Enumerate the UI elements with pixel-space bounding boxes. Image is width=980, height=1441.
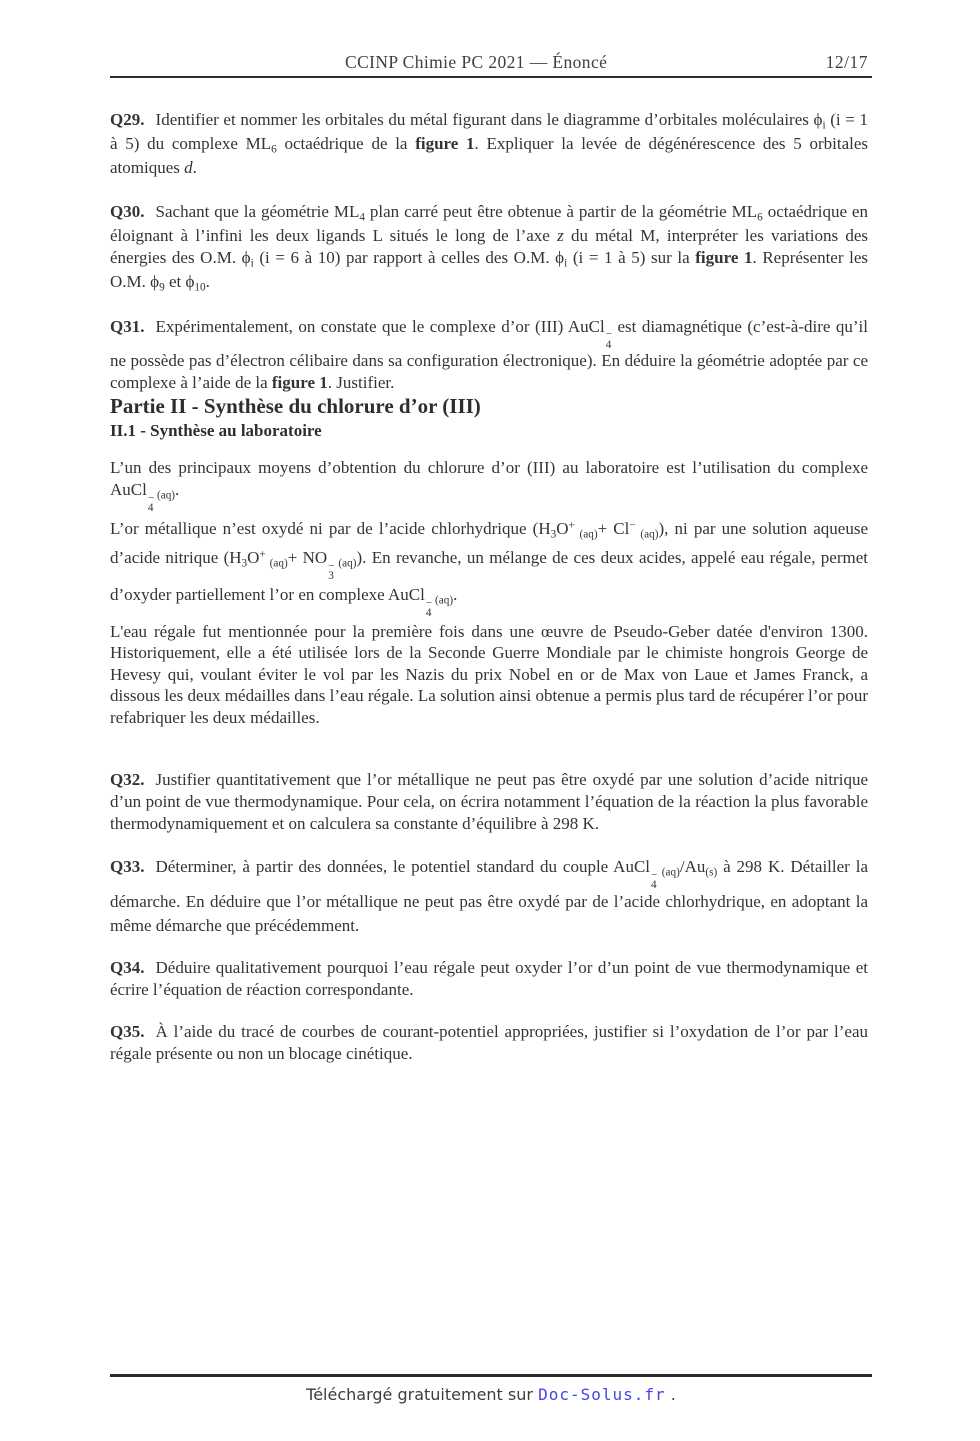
header-title: CCINP Chimie PC 2021 — Énoncé	[345, 52, 608, 72]
question-q31: Q31. Expérimentalement, on constate que le complexe d’or (III) AuCl − 4 est diamagnétique (c’est-à-dire qu’il ne possède pas d’électron célibaire dans sa configuration électronique). En déduire la géométrie adoptée par ce complexe à l’aide de la figure 1. Justifier.	[110, 316, 873, 392]
paragraph-eau-regale-histoire: L'eau régale fut mentionnée pour la première fois dans une œuvre de Pseudo-Geber datée d'environ 1300. Historiquement, elle a été utilisée lors de la Seconde Guerre Mondiale par le chimiste hongrois George de Hevesy qui, voulant éviter le vol par les Nazis du prix Nobel en or de Max von Laue et James Franck, a dissous les deux médailles dans l’eau régale. La solution ainsi obtenue a permis plus tard de récupérer l’or pour refabriquer les deux médailles.	[110, 621, 873, 727]
question-q30: Q30. Sachant que la géométrie $ML_4$ plan carré peut être obtenue à partir de la géométrie $ML_6$ octaédrique en éloignant à l’infini les deux ligands L situés le long de l’axe z du métal M, interpréter les variations des énergies des O.M. $\phi_i$ (i = 6 à 10) par rapport à celles des O.M. $\phi_i$ (i = 1 à 5) sur la figure 1. Représenter les O.M. $\phi_9$ et $\phi_{10}$.	[110, 202, 873, 294]
question-q34: Q34. Déduire qualitativement pourquoi l’eau régale peut oxyder l’or d’un point de vue thermodynamique et écrire l’équation de réaction correspondante.	[110, 957, 873, 999]
subsection-heading-ii1: II.1 - Synthèse au laboratoire	[110, 420, 322, 440]
doc-solus-link[interactable]: Doc-Solus.fr	[538, 1385, 666, 1404]
question-q29: Q29. Identifier et nommer les orbitales du métal figurant dans le diagramme d’orbitales moléculaires $\phi_i$ (i = 1 à 5) du complexe $ML_6$ octaédrique de la figure 1. Expliquer la levée de dégénérescence des 5 orbitales atomiques d.	[110, 110, 873, 177]
question-q33: Q33. Déterminer, à partir des données, le potentiel standard du couple AuCl − 4 $_{(aq)}/Au_{(s)}$ à 298 K. Détailler la démarche. En déduire que l’or métallique ne peut pas être oxydé par de l’acide chlorhydrique, en adoptant la même démarche que précédemment.	[110, 857, 873, 936]
footer-rule	[110, 1374, 872, 1377]
footer-suffix: .	[665, 1385, 676, 1404]
paragraph-acides: L’or métallique n’est oxydé ni par de l’acide chlorhydrique ($H_3O^+$ $_{(aq)}$+ Cl− $_{(aq)}$), ni par une solution aqueuse d’acide nitrique ($H_3O^+$ $_{(aq)}$+ NO − 3 $_{(aq)}$). En revanche, un mélange de ces deux acides, appelé eau régale, permet d’oxyder partiellement l’or en complexe AuCl − 4 $_{(aq)}$.	[110, 519, 873, 620]
footer-prefix: Téléchargé gratuitement sur	[306, 1385, 539, 1404]
footer-text	[110, 1385, 872, 1404]
question-q35: Q35. À l’aide du tracé de courbes de courant-potentiel appropriées, justifier si l’oxydation de l’or par l’eau régale présente ou non un blocage cinétique.	[110, 1022, 873, 1063]
section-heading-partie-2: Partie II - Synthèse du chlorure d’or (III)	[110, 394, 481, 419]
page-footer	[110, 1374, 872, 1404]
page-number: 12/17	[825, 52, 868, 72]
document-body	[110, 78, 873, 1064]
question-q32: Q32. Justifier quantitativement que l’or métallique ne peut pas être oxydé par une solution d’acide nitrique d’un point de vue thermodynamique. Pour cela, on écrira notamment l’équation de la réaction la plus favorable thermodynamiquement et on calculera sa constante d’équilibre à 298 K.	[110, 770, 873, 833]
page-header	[110, 52, 870, 76]
paragraph-intro: L’un des principaux moyens d’obtention du chlorure d’or (III) au laboratoire est l’utilisation du complexe AuCl − 4 $_{(aq)}$.	[110, 458, 872, 514]
